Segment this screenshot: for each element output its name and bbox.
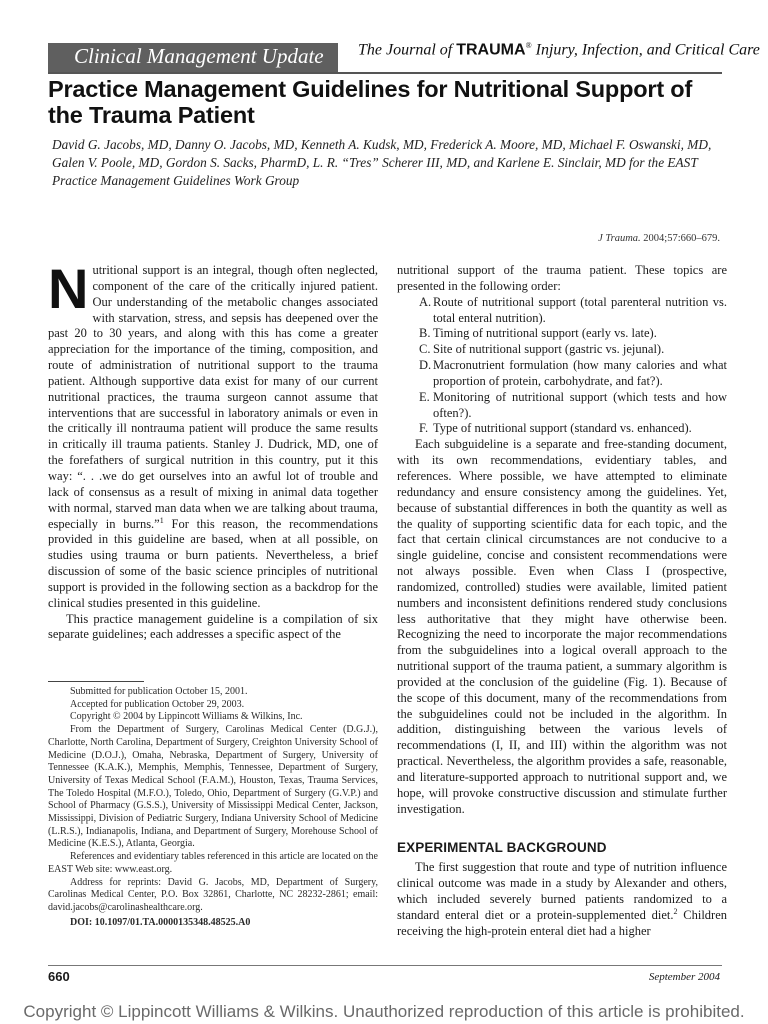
footnote-reprints: Address for reprints: David G. Jacobs, MD, Department of Surgery, Carolinas Medical Center, P.O. Box 32861, Charlotte, NC 28232-2861; email: david.jacobs@carolinashealthcare.org. [48,876,378,913]
footnote-submitted: Submitted for publication October 15, 2001. [70,686,248,697]
journal-trauma: TRAUMA [456,41,526,59]
journal-registered-mark: ® [525,41,532,50]
list-marker: A. [419,294,432,309]
citation [598,233,720,244]
intro-text-continued: For this reason, the recommendations provided in this guideline are based, when at all possible, on studies using trauma or burn patients. Nevertheless, a brief discussion of some of the basic science principles of nutritional support is provided in the following section as a backdrop for the clinical studies presented in this guideline. [48,516,378,610]
intro-text: utritional support is an integral, though often neglected, component of the care of the critically injured patient. Our understanding of the metabolic changes associated with starvation, stress, and sepsis has deepened over the past 20 to 30 years, and along with this has come a greater appreciation for the importance of the timing, composition, and route of administration of nutritional support to the trauma patient. Although supportive data exist for many of our current nutritional practices, the trauma surgeon cannot assume that interventions that are successful in laboratory animals or even in the critically ill nontrauma patient will produce the same results in critically ill trauma patients. Stanley J. Dudrick, MD, one of the forefathers of surgical nutrition in this country, put it this way: “. . .we do get ourselves into an awful lot of trouble and lack of consensus as a result of mixing in animal data together with normal, starved man data when we are talking about trauma, especially in burns.” [48,263,378,531]
background-paragraph [397,860,727,939]
list-text: Route of nutritional support (total parenteral nutrition vs. total enteral nutrition). [433,294,727,325]
background-text-continued: Children receiving the high-protein enteral diet had a higher [397,907,728,938]
section-heading: EXPERIMENTAL BACKGROUND [397,839,607,855]
list-item [397,342,727,358]
footnote-copyright: Copyright © 2004 by Lippincott Williams & Wilkins, Inc. [70,711,303,723]
journal-suffix: Injury, Infection, and Critical Care [531,41,760,59]
header-rule [48,72,722,74]
list-marker: E. [419,389,430,404]
list-text: Type of nutritional support (standard vs. enhanced). [433,421,692,436]
intro-paragraph [48,257,378,612]
footnote-rule [48,681,144,682]
compilation-paragraph: This practice management guideline is a compilation of six separate guidelines; each addresses a specific aspect of the [48,611,378,642]
page-number: 660 [48,969,70,984]
list-text: Timing of nutritional support (early vs. late). [433,326,657,341]
footnote-references: References and evidentiary tables referenced in this article are located on the EAST Web site: www.east.org. [48,851,378,875]
list-item [397,358,727,390]
list-item [397,326,727,342]
list-marker: B. [419,326,431,341]
section-label: Clinical Management Update [74,44,324,68]
issue-date: September 2004 [648,971,720,983]
copyright-notice: Copyright © Lippincott Williams & Wilkins. Unauthorized reproduction of this article is prohibited. [23,1002,745,1021]
footnote-accepted: Accepted for publication October 29, 2003. [70,698,245,710]
author-list: David G. Jacobs, MD, Danny O. Jacobs, MD, Kenneth A. Kudsk, MD, Frederick A. Moore, MD, Michael F. Oswanski, MD, Galen V. Poole, MD, Gordon S. Sacks, PharmD, L. R. “Tres” Scherer III, MD, and Karlene E. Sinclair, MD for the EAST Practice Management Guidelines Work Group [52,137,712,188]
citation-journal: J Trauma. [598,233,641,244]
footer-rule [48,965,722,966]
list-item [397,421,727,437]
journal-name [358,41,760,59]
list-marker: D. [419,358,432,373]
list-text: Macronutrient formulation (how many calories and what proportion of protein, carbohydrate, and fat?). [433,358,727,388]
footnote-affiliations: From the Department of Surgery, Carolinas Medical Center (D.G.J.), Charlotte, North Carolina, Department of Surgery, Creighton University School of Medicine (D.O.J.), Omaha, Nebraska, Department of Surgery, University of Tennessee (K.A.K.), Memphis, Memphis, Tennessee, Department of Surgery, University of Texas Medical School (F.A.M.), Houston, Texas, Trauma Services, The Toledo Hospital (M.F.O.), Toledo, Ohio, Department of Surgery (G.V.P.) and School of Pharmacy (G.S.S.), University of Mississippi Medical Center, Jackson, Mississippi, Division of Pediatric Surgery, Indiana University School of Medicine (L.R.S.), Indianapolis, Indiana, and Department of Surgery, Morehouse School of Medicine (K.E.S.), Atlanta, Georgia. [48,724,378,850]
drop-cap: N [48,257,89,320]
reference-marker: 1 [159,515,164,525]
right-column [397,263,727,940]
footnotes [48,686,378,929]
list-text: Monitoring of nutritional support (which tests and how often?). [433,389,727,420]
journal-prefix: The Journal of [358,41,457,59]
left-column [48,257,378,643]
subguideline-paragraph: Each subguideline is a separate and free-standing document, with its own recommendations, evidentiary tables, and references. Where possible, we have attempted to eliminate redundancy and ensure consistency among the guidelines. Yet, because of substantial differences in both the quantity as well as the quality of supporting scientific data for each topic, and the fact that certain clinical circumstances are not conducive to a single guideline, concise and consistent recommendations were not always possible. Even when Class I (prospective, randomized, controlled) studies were available, limited patient numbers and inconsistent definitions rendered study conclusions less authoritative that they might have otherwise been. Recognizing the need to incorporate the major recommendations from the subguidelines into a logical overall approach to the nutritional support of the trauma patient, a summary algorithm is provided at the conclusion of the guideline (Fig. 1). Because of the scope of this document, many of the recommendations from the subguidelines could not be included in the algorithm. In addition, distinguishing between the various levels of recommendations (I, II, and III) within the algorithm was not practical. Nevertheless, the algorithm provides a safe, reasonable, and literature-supported approach to nutritional support and, we hope, will provoke constructive discussion and stimulate further investigation. [397,437,727,816]
topics-intro: nutritional support of the trauma patient. These topics are presented in the following order: [397,263,727,293]
citation-ref: 2004;57:660–679. [640,233,720,244]
list-text: Site of nutritional support (gastric vs. jejunal). [433,342,665,357]
topic-list [397,295,727,438]
footnote-doi: DOI: 10.1097/01.TA.0000135348.48525.A0 [70,916,251,928]
list-item [397,390,727,422]
article-title: Practice Management Guidelines for Nutritional Support of the Trauma Patient [48,76,693,128]
list-marker: C. [419,342,431,357]
background-text: The first suggestion that route and type of nutrition influence clinical outcome was made in a study by Alexander and others, which included severely burned patients randomized to a standard enteral diet or a protein-supplemented diet. [397,860,727,922]
reference-marker: 2 [673,906,678,916]
list-marker: F. [419,421,429,436]
list-item [397,295,727,327]
